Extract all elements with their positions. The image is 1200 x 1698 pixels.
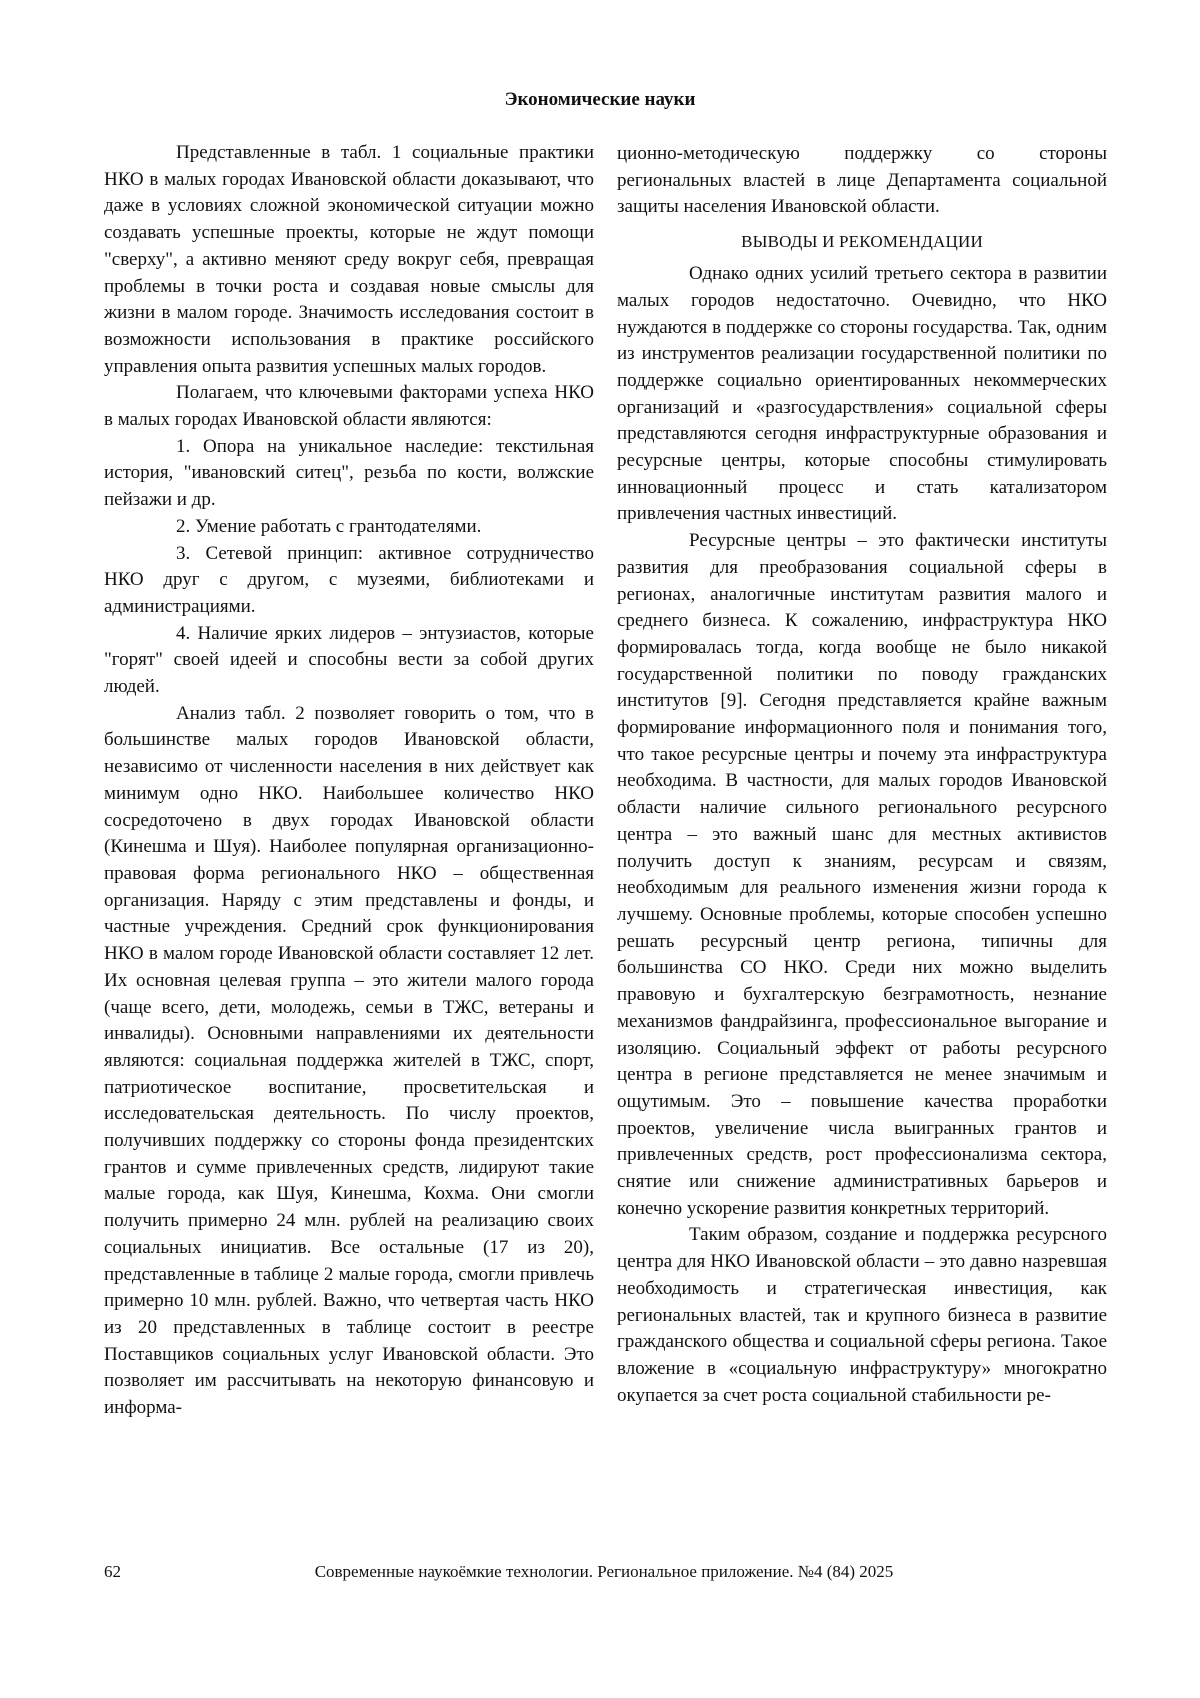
paragraph: Однако одних усилий третьего сектора в развитии малых городов недостаточно. Очевидно, что НКО нуждаются в поддержке со стороны государства. Так, одним из инструментов реализации государственной политики по поддержке социально ориентированных некоммерческих организаций и «разгосударствления» социальной сферы представляются сегодня инфраструктурные образования и ресурсные центры, которые способны стимулировать инновационный процесс и стать катализатором привлечения частных инвестиций. — [617, 263, 1107, 525]
left-column — [104, 140, 594, 1422]
right-column — [617, 141, 1107, 1409]
paragraph: Полагаем, что ключевыми факторами успеха НКО в малых городах Ивановской области являются: — [104, 382, 594, 431]
journal-title: Современные наукоёмкие технологии. Региональное приложение. №4 (84) 2025 — [314, 1562, 894, 1581]
list-item: 2. Умение работать с грантодателями. — [176, 515, 482, 537]
paragraph-continuation: ционно-методическую поддержку со стороны региональных властей в лице Департамента социальной защиты населения Ивановской области. — [617, 143, 1107, 218]
list-item: 3. Сетевой принцип: активное сотрудничество НКО друг с другом, с музеями, библиотеками и администрациями. — [104, 542, 594, 617]
list-item: 1. Опора на уникальное наследие: текстильная история, "ивановский ситец", резьба по кости, волжские пейзажи и др. — [104, 435, 594, 511]
paragraph: Анализ табл. 2 позволяет говорить о том, что в большинстве малых городов Ивановской области, независимо от численности населения в них действует как минимум одно НКО. Наибольшее количество НКО сосредоточено в двух городах Ивановской области (Кинешма и Шуя). Наиболее популярная организационно-правовая форма регионального НКО – общественная организация. Наряду с этим представлены и фонды, и частные учреждения. Средний срок функционирования НКО в малом городе Ивановской области составляет 12 лет. Их основная целевая группа – это жители малого города (чаще всего, дети, молодежь, семьи в ТЖС, ветераны и инвалиды). Основными направлениями их деятельности являются: социальная поддержка жителей в ТЖС, спорт, патриотическое воспитание, просветительская и исследовательская деятельность. По числу проектов, получивших поддержку со стороны фонда президентских грантов и сумме привлеченных средств, лидируют такие малые города, как Шуя, Кинешма, Кохма. Они смогли получить примерно 24 млн. рублей на реализацию своих социальных инициатив. Все остальные (17 из 20), представленные в таблице 2 малые города, смогли привлечь примерно 10 млн. рублей. Важно, что четвертая часть НКО из 20 представленных в таблице состоит в реестре Поставщиков социальных услуг Ивановской области. Это позволяет им рассчитывать на некоторую финансовую и информа- — [104, 702, 594, 1419]
page-number: 62 — [104, 1562, 121, 1581]
section-header-title: Экономические науки — [504, 89, 696, 110]
paragraph: Представленные в табл. 1 социальные практики НКО в малых городах Ивановской области доказывают, что даже в условиях сложной экономической ситуации можно создавать успешные проекты, которые не ждут помощи "сверху", а активно меняют среду вокруг себя, превращая проблемы в точки роста и создавая новые смыслы для жизни в малом городе. Значимость исследования состоит в возможности использования в практике российского управления опыта развития успешных малых городов. — [104, 142, 594, 377]
list-item: 4. Наличие ярких лидеров – энтузиастов, которые "горят" своей идеей и способны вести за собой других людей. — [104, 622, 594, 698]
section-title: ВЫВОДЫ И РЕКОМЕНДАЦИИ — [741, 232, 983, 252]
paragraph: Ресурсные центры – это фактически институты развития для преобразования социальной сферы в регионах, аналогичные институтам развития малого и среднего бизнеса. К сожалению, инфраструктура НКО формировалась тогда, когда вообще не было никакой государственной политики по поводу гражданских институтов [9]. Сегодня представляется крайне важным формирование информационного поля и понимания того, что такое ресурсные центры и почему эта инфраструктура необходима. В частности, для малых городов Ивановской области наличие сильного регионального ресурсного центра – это важный шанс для местных активистов получить доступ к знаниям, ресурсам и связям, необходимым для реального изменения жизни города к лучшему. Основные проблемы, которые способен успешно решать ресурсный центр региона, типичны для большинства СО НКО. Среди них можно выделить правовую и бухгалтерскую безграмотность, незнание механизмов фандрайзинга, профессиональное выгорание и изоляцию. Социальный эффект от работы ресурсного центра в регионе представляется не менее значимым и ощутимым. Это – повышение качества проработки проектов, увеличение числа выигранных грантов и привлеченных средств, рост профессионализма сектора, снятие или снижение административных барьеров и конечно ускорение развития конкретных территорий. — [617, 530, 1107, 1219]
page-header — [0, 88, 1200, 112]
paragraph: Таким образом, создание и поддержка ресурсного центра для НКО Ивановской области – это давно назревшая необходимость и стратегическая инвестиция, как региональных властей, так и крупного бизнеса в развитие гражданского общества и социальной сферы региона. Такое вложение в «социальную инфраструктуру» многократно окупается за счет роста социальной стабильности ре- — [617, 1224, 1107, 1406]
